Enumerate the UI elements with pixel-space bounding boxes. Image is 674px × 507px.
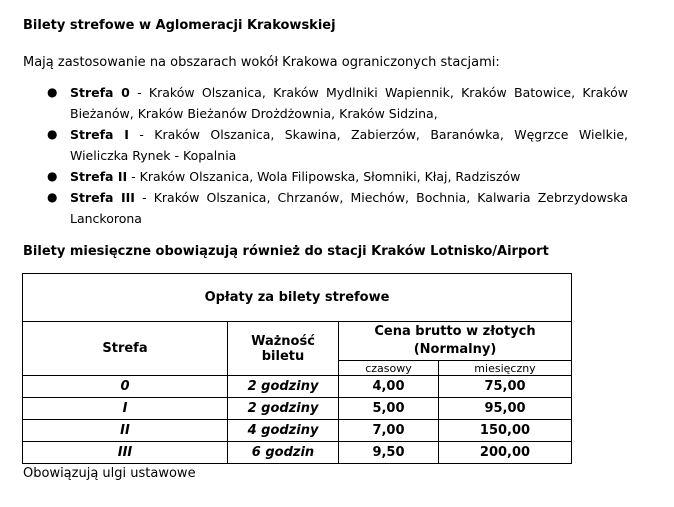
cell-hourly: 9,50	[339, 442, 439, 464]
fees-table	[22, 273, 572, 464]
zone-name: Strefa 0	[70, 85, 130, 100]
list-item	[0, 82, 628, 124]
bullet-icon: ●	[47, 127, 58, 141]
cell-hourly: 5,00	[339, 398, 439, 420]
list-item	[0, 187, 628, 229]
cell-monthly: 75,00	[439, 376, 572, 398]
cell-monthly: 95,00	[439, 398, 572, 420]
header-price: Cena brutto w złotych (Normalny)	[339, 322, 572, 361]
zone-name: Strefa I	[70, 127, 129, 142]
cell-validity: 6 godzin	[228, 442, 339, 464]
page-title: Bilety strefowe w Aglomeracji Krakowskiej	[23, 18, 336, 33]
table-row	[23, 420, 572, 442]
zone-name: Strefa II	[70, 169, 128, 184]
header-hourly: czasowy	[339, 361, 439, 376]
table-row	[23, 442, 572, 464]
cell-validity: 2 godziny	[228, 398, 339, 420]
cell-zone: II	[23, 420, 228, 442]
bullet-icon: ●	[47, 169, 58, 183]
cell-zone: I	[23, 398, 228, 420]
cell-monthly: 150,00	[439, 420, 572, 442]
cell-hourly: 4,00	[339, 376, 439, 398]
table-row	[23, 376, 572, 398]
cell-monthly: 200,00	[439, 442, 572, 464]
cell-validity: 2 godziny	[228, 376, 339, 398]
cell-zone: 0	[23, 376, 228, 398]
zone-list	[0, 82, 674, 229]
intro-text: Mają zastosowanie na obszarach wokół Krakowa ograniczonych stacjami:	[23, 55, 500, 70]
bullet-icon: ●	[47, 85, 58, 99]
header-validity: Ważność biletu	[228, 322, 339, 376]
header-zone: Strefa	[23, 322, 228, 376]
list-item	[0, 124, 628, 166]
zone-name: Strefa III	[70, 190, 135, 205]
cell-hourly: 7,00	[339, 420, 439, 442]
cell-zone: III	[23, 442, 228, 464]
zone-stations: - Kraków Olszanica, Kraków Mydlniki Wapiennik, Kraków Batowice, Kraków Bieżanów, Kraków Bieżanów Drożdżownia, Kraków Sidzina,	[70, 85, 629, 121]
zone-stations: - Kraków Olszanica, Wola Filipowska, Słomniki, Kłaj, Radziszów	[131, 169, 521, 184]
footer-note: Obowiązują ulgi ustawowe	[23, 466, 196, 481]
cell-validity: 4 godziny	[228, 420, 339, 442]
table-row	[23, 398, 572, 420]
list-item	[0, 166, 628, 187]
table-title: Opłaty za bilety strefowe	[23, 274, 572, 322]
header-monthly: miesięczny	[439, 361, 572, 376]
bullet-icon: ●	[47, 190, 58, 204]
zone-stations: - Kraków Olszanica, Chrzanów, Miechów, Bochnia, Kalwaria Zebrzydowska Lanckorona	[70, 190, 628, 226]
zone-stations: - Kraków Olszanica, Skawina, Zabierzów, Baranówka, Węgrzce Wielkie, Wieliczka Rynek - Kopalnia	[70, 127, 628, 163]
monthly-note: Bilety miesięczne obowiązują również do stacji Kraków Lotnisko/Airport	[23, 244, 549, 259]
